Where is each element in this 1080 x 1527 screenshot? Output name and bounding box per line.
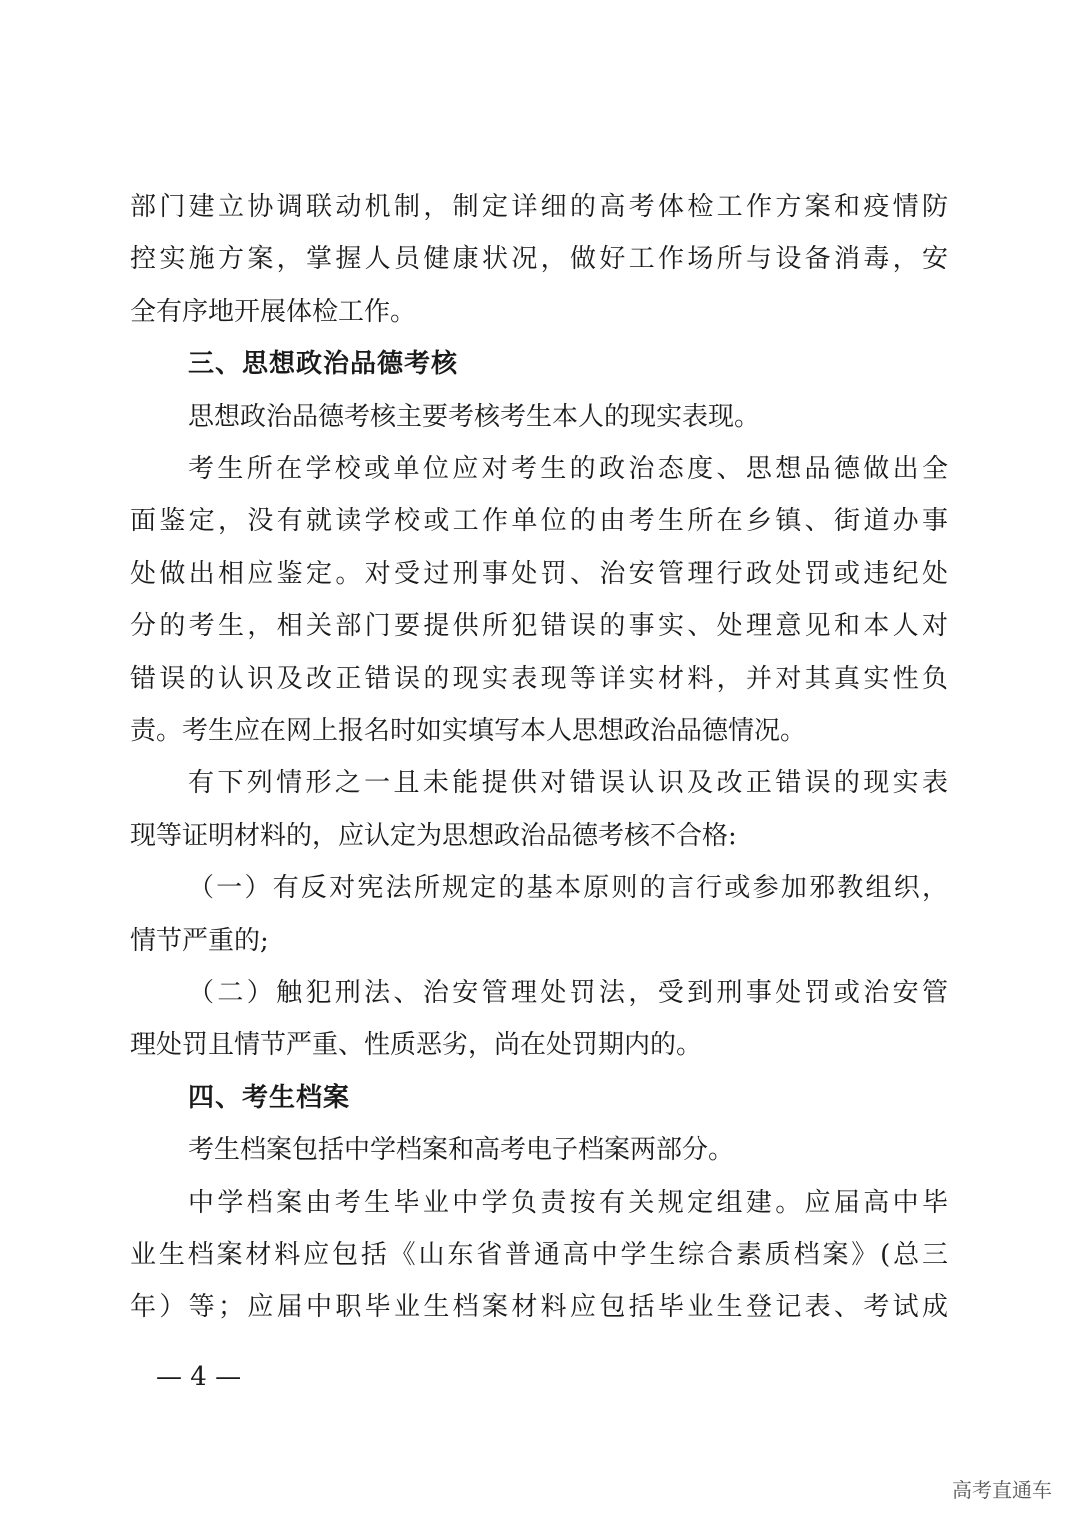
- text-line: 控实施方案，掌握人员健康状况，做好工作场所与设备消毒，安: [130, 244, 948, 275]
- text-line: 有下列情形之一且未能提供对错误认识及改正错误的现实表: [188, 768, 948, 799]
- text-line: 思想政治品德考核主要考核考生本人的现实表现。: [188, 401, 761, 432]
- text-line: 处做出相应鉴定。对受过刑事处罚、治安管理行政处罚或违纪处: [130, 558, 948, 589]
- text-line: 年）等；应届中职毕业生档案材料应包括毕业生登记表、考试成: [130, 1292, 948, 1323]
- text-line: 考生档案包括中学档案和高考电子档案两部分。: [188, 1135, 735, 1166]
- text-line: 理处罚且情节严重、性质恶劣，尚在处罚期内的。: [130, 1030, 703, 1061]
- text-line: 中学档案由考生毕业中学负责按有关规定组建。应届高中毕: [188, 1187, 948, 1218]
- text-line: 全有序地开展体检工作。: [130, 296, 417, 327]
- page-number: — 4 —: [156, 1362, 242, 1392]
- text-line: 部门建立协调联动机制，制定详细的高考体检工作方案和疫情防: [130, 192, 948, 222]
- text-line: （二）触犯刑法、治安管理处罚法，受到刑事处罚或治安管: [188, 978, 948, 1008]
- text-line: 分的考生，相关部门要提供所犯错误的事实、处理意见和本人对: [130, 611, 948, 642]
- text-line: 责。考生应在网上报名时如实填写本人思想政治品德情况。: [130, 716, 807, 746]
- text-line: 错误的认识及改正错误的现实表现等详实材料，并对其真实性负: [130, 663, 948, 694]
- text-line: 面鉴定，没有就读学校或工作单位的由考生所在乡镇、街道办事: [130, 506, 948, 537]
- text-line: 业生档案材料应包括《山东省普通高中学生综合素质档案》(总三: [130, 1240, 948, 1270]
- watermark: 高考直通车: [952, 1478, 1052, 1502]
- section-heading: 三、思想政治品德考核: [188, 349, 459, 380]
- text-line: 情节严重的;: [130, 925, 269, 956]
- text-line: 考生所在学校或单位应对考生的政治态度、思想品德做出全: [188, 454, 948, 484]
- text-line: 现等证明材料的，应认定为思想政治品德考核不合格:: [130, 820, 737, 851]
- text-line: （一）有反对宪法所规定的基本原则的言行或参加邪教组织，: [188, 873, 948, 904]
- section-heading: 四、考生档案: [188, 1082, 351, 1113]
